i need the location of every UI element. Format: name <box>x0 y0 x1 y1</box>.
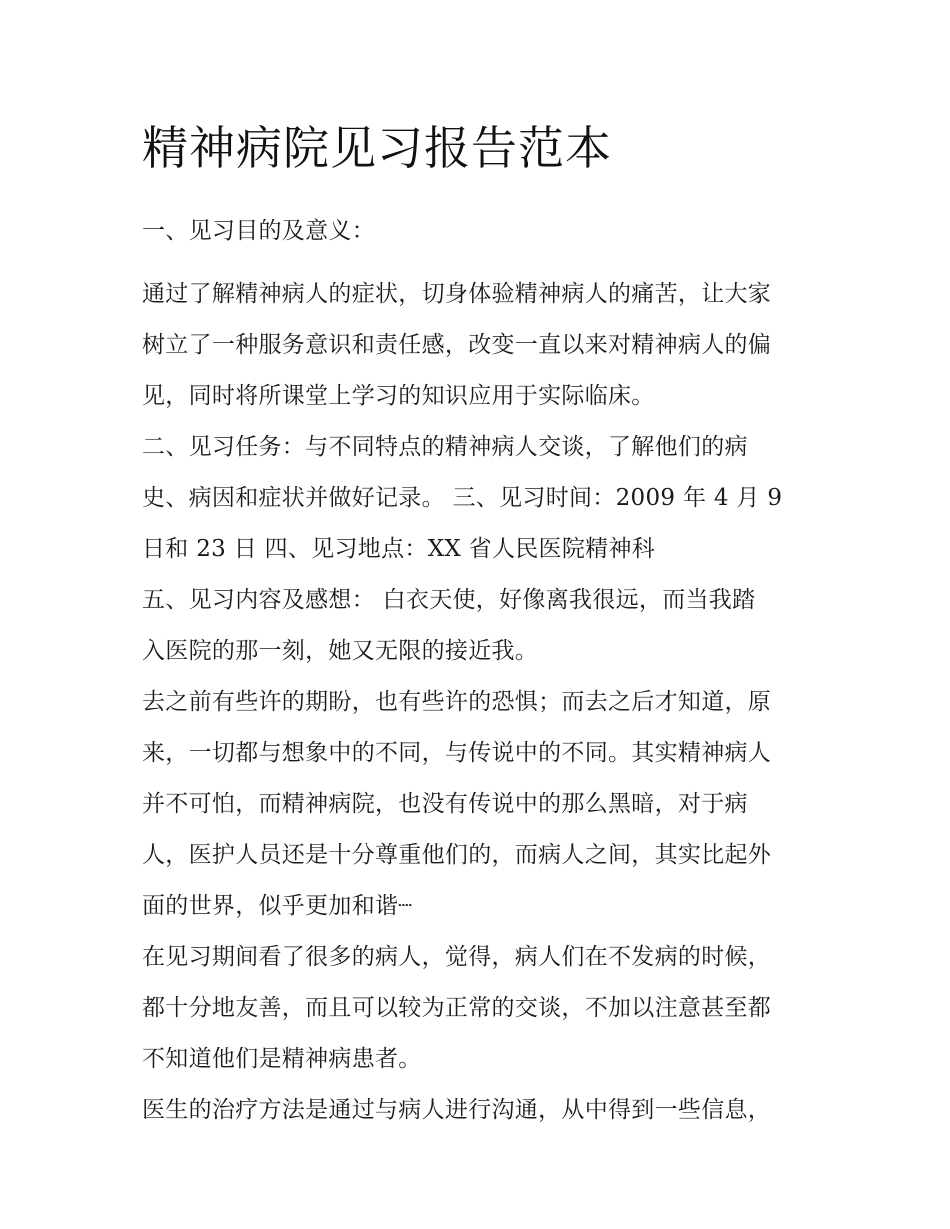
text-line: 史、病因和症状并做好记录。 三、见习时间：2009 年 4 月 9 <box>142 485 783 511</box>
document-body <box>142 118 820 1136</box>
text-line: 树立了一种服务意识和责任感，改变一直以来对精神病人的偏 <box>142 332 772 358</box>
text-line: 日和 23 日 四、见习地点：XX 省人民医院精神科 <box>142 536 656 562</box>
text-line: 五、见习内容及感想： 白衣天使，好像离我很远，而当我踏 <box>142 587 756 613</box>
paragraph-treatment <box>142 1085 820 1136</box>
text-line: 通过了解精神病人的症状，切身体验精神病人的痛苦，让大家 <box>142 281 772 307</box>
section-heading-purpose <box>142 206 820 257</box>
paragraph-purpose <box>142 269 820 422</box>
text-line: 来，一切都与想象中的不同，与传说中的不同。其实精神病人 <box>142 740 772 766</box>
text-line: 医生的治疗方法是通过与病人进行沟通，从中得到一些信息， <box>142 1097 772 1123</box>
paragraph-observations <box>142 932 820 1085</box>
paragraph-content-intro <box>142 575 820 677</box>
text-line: 人，医护人员还是十分尊重他们的，而病人之间，其实比起外 <box>142 842 772 868</box>
text-line: 在见习期间看了很多的病人，觉得，病人们在不发病的时候， <box>142 944 772 970</box>
text-line: 并不可怕，而精神病院，也没有传说中的那么黑暗，对于病 <box>142 791 748 817</box>
text-line: 见，同时将所课堂上学习的知识应用于实际临床。 <box>142 383 655 409</box>
text-line: 二、见习任务：与不同特点的精神病人交谈，了解他们的病 <box>142 434 748 460</box>
paragraph-tasks-time-place <box>142 422 820 575</box>
text-line: 都十分地友善，而且可以较为正常的交谈，不加以注意甚至都 <box>142 995 772 1021</box>
text-line: 不知道他们是精神病患者。 <box>142 1046 422 1072</box>
text-line: 面的世界，似乎更加和谐┈ <box>142 893 413 919</box>
paragraph-expectations <box>142 677 820 932</box>
document-title: 精神病院见习报告范本 <box>142 121 612 175</box>
text-line: 去之前有些许的期盼，也有些许的恐惧；而去之后才知道，原 <box>142 689 772 715</box>
text-line: 入医院的那一刻，她又无限的接近我。 <box>142 638 539 664</box>
text-line: 一、见习目的及意义： <box>142 218 375 244</box>
